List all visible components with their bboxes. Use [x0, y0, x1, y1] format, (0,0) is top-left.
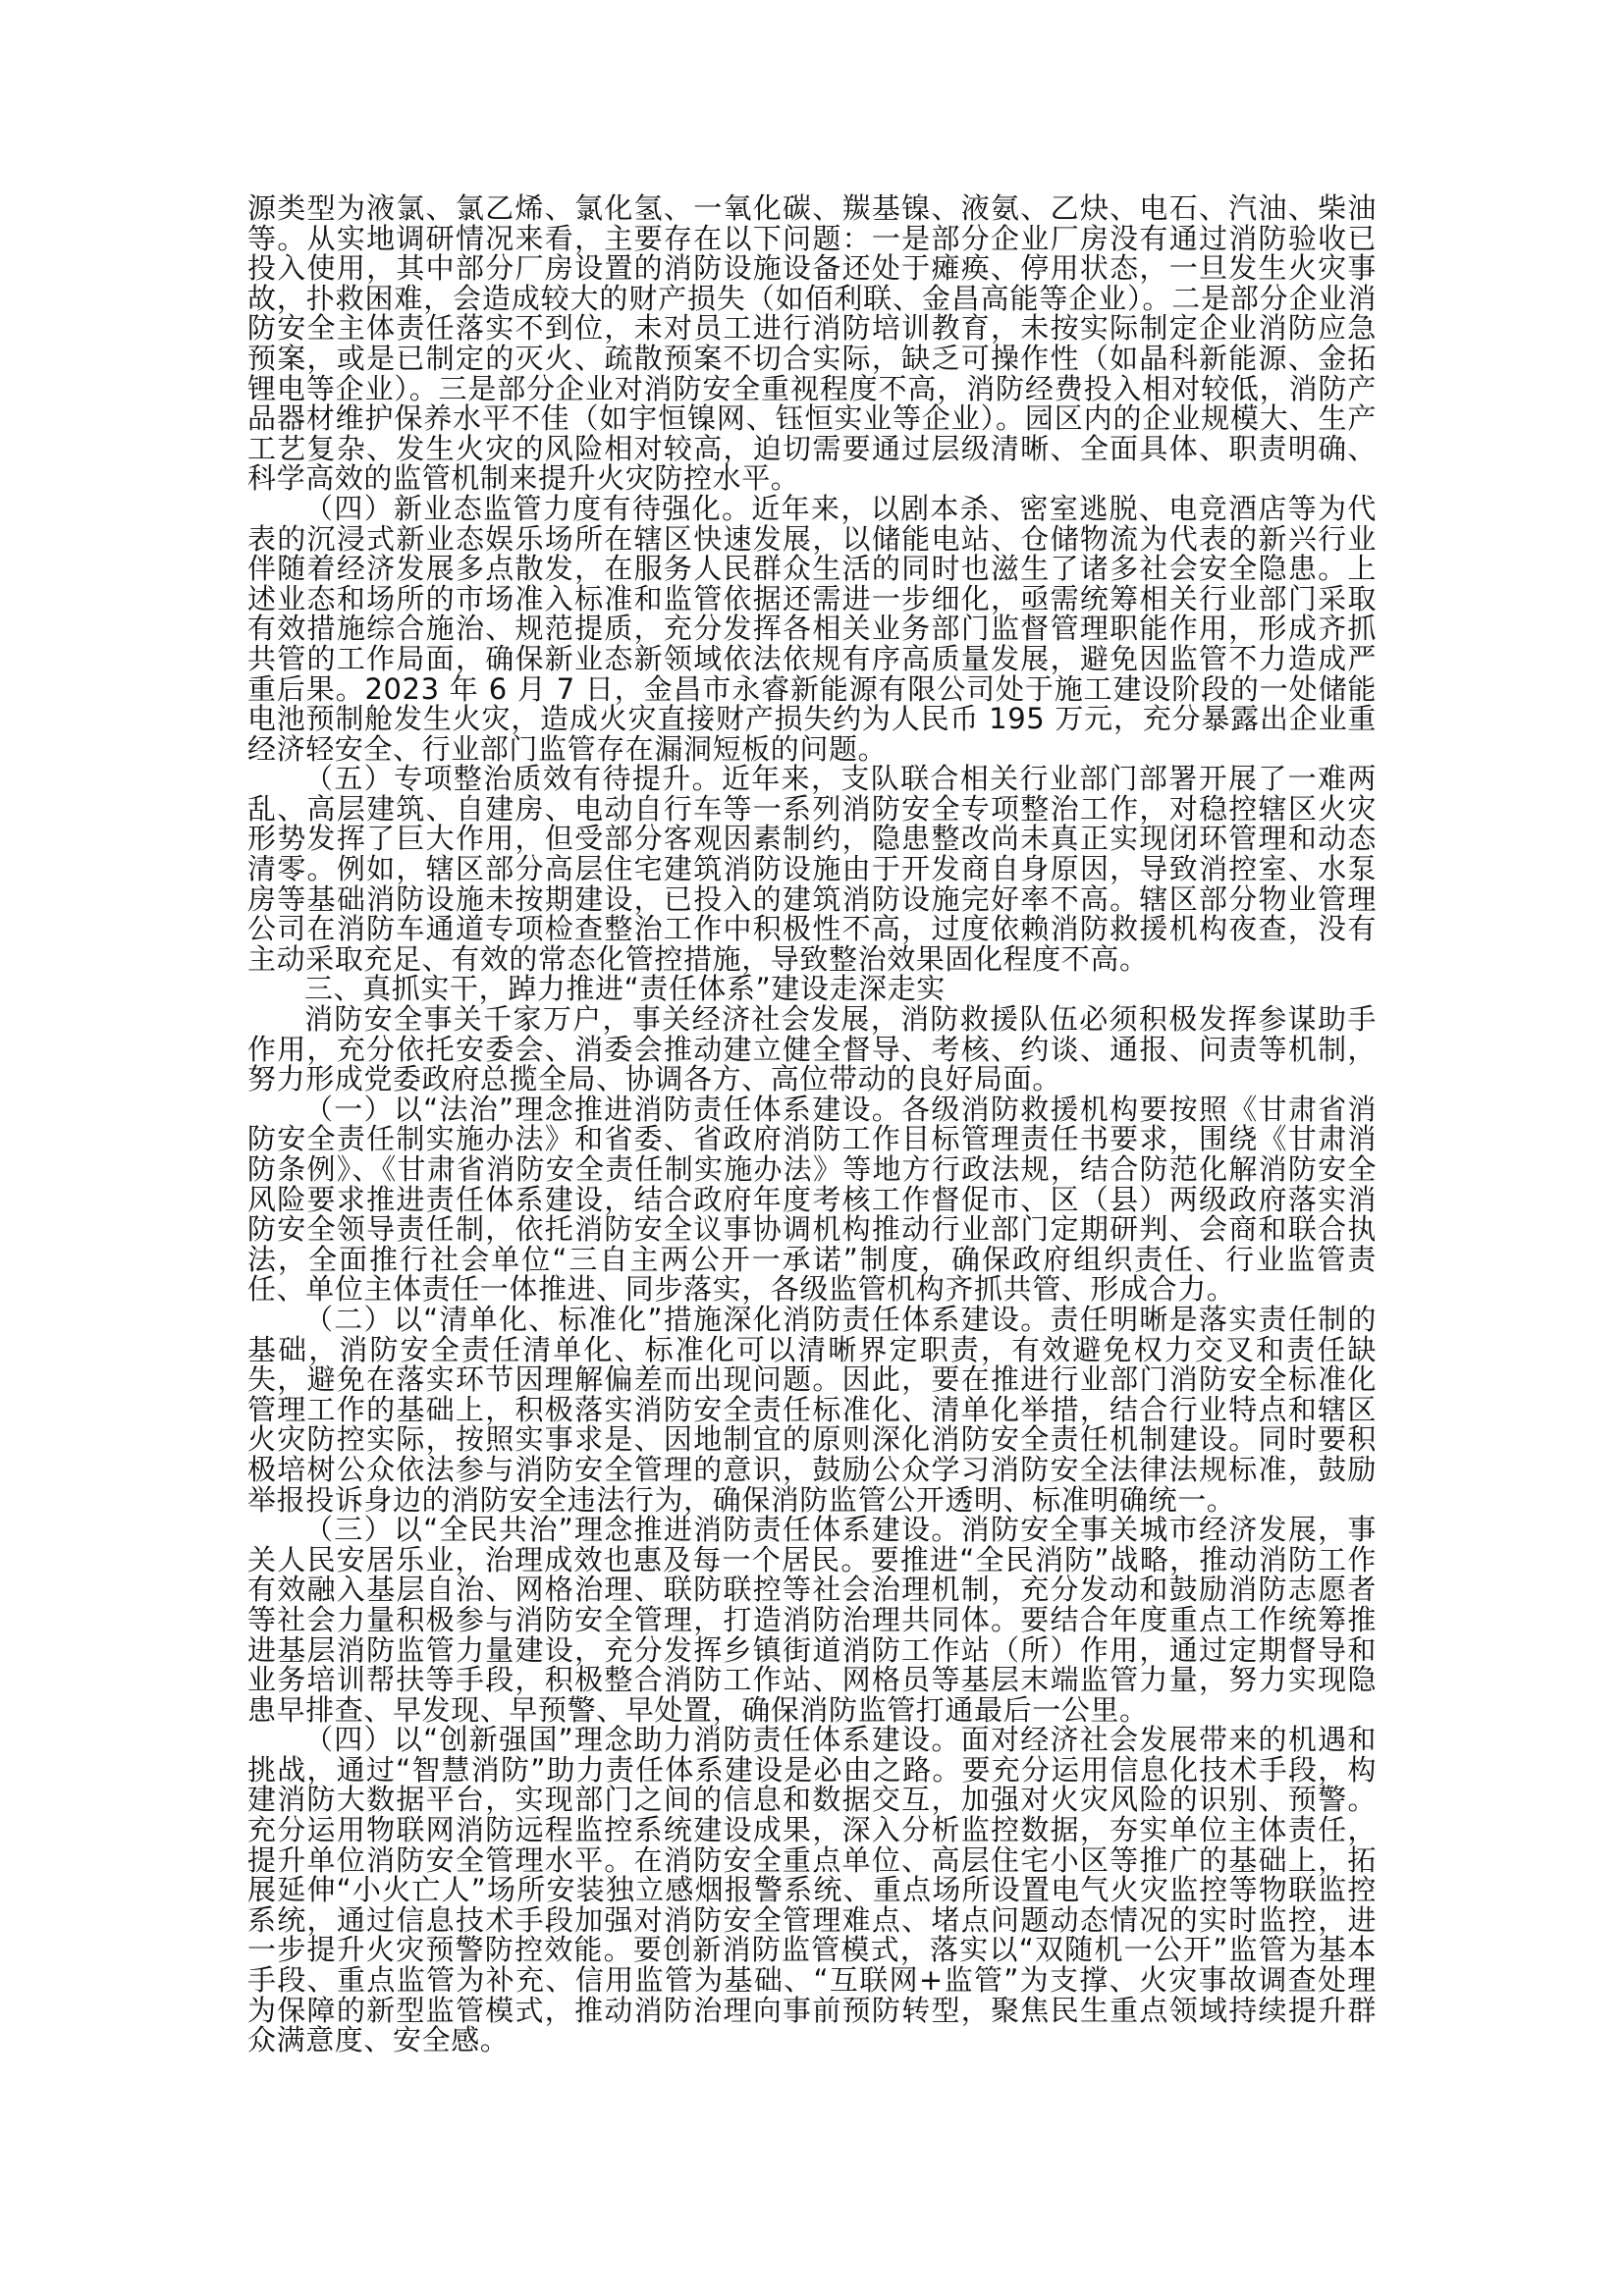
- paragraph-subsection-4-innovation: （四）以“创新强国”理念助力消防责任体系建设。面对经济社会发展带来的机遇和挑战，通过“智慧消防”助力责任体系建设是必由之路。要充分运用信息化技术手段，构建消防大数据平台，实现部门之间的信息和数据交互，加强对火灾风险的识别、预警。充分运用物联网消防远程监控系统建设成果，深入分析监控数据，夯实单位主体责任，提升单位消防安全管理水平。在消防安全重点单位、高层住宅小区等推广的基础上，拓展延伸“小火亡人”场所安装独立感烟报警系统、重点场所设置电气火灾监控等物联监控系统，通过信息技术手段加强对消防安全管理难点、堵点问题动态情况的实时监控，进一步提升火灾预警防控效能。要创新消防监管模式，落实以“双随机一公开”监管为基本手段、重点监管为补充、信用监管为基础、“互联网+监管”为支撑、火灾事故调查处理为保障的新型监管模式，推动消防治理向事前预防转型，聚焦民生重点领域持续提升群众满意度、安全感。: [247, 1723, 1377, 2057]
- section-heading-3-responsibility-system: 三、真抓实干，踔力推进“责任体系”建设走深走实: [304, 972, 946, 1006]
- paragraph-subsection-1-rule-of-law: （一）以“法治”理念推进消防责任体系建设。各级消防救援机构要按照《甘肃省消防安全责任制实施办法》和省委、省政府消防工作目标管理责任书要求，围绕《甘肃消防条例》、《甘肃省消防安全责任制实施办法》等地方行政法规，结合防范化解消防安全风险要求推进责任体系建设，结合政府年度考核工作督促市、区（县）两级政府落实消防安全领导责任制，依托消防安全议事协调机构推动行业部门定期研判、会商和联合执法，全面推行社会单位“三自主两公开一承诺”制度，确保政府组织责任、行业监管责任、单位主体责任一体推进、同步落实，各级监管机构齐抓共管、形成合力。: [247, 1092, 1377, 1307]
- document-page: [247, 193, 1377, 2056]
- paragraph-subsection-5-special-rectification: （五）专项整治质效有待提升。近年来，支队联合相关行业部门部署开展了一难两乱、高层建筑、自建房、电动自行车等一系列消防安全专项整治工作，对稳控辖区火灾形势发挥了巨大作用，但受部分客观因素制约，隐患整改尚未真正实现闭环管理和动态清零。例如，辖区部分高层住宅建筑消防设施由于开发商自身原因，导致消控室、水泵房等基础消防设施未按期建设，已投入的建筑消防设施完好率不高。辖区部分物业管理公司在消防车通道专项检查整治工作中积极性不高，过度依赖消防救援机构夜查，没有主动采取充足、有效的常态化管控措施，导致整治效果固化程度不高。: [247, 762, 1377, 976]
- paragraph-subsection-2-standardization: （二）以“清单化、标准化”措施深化消防责任体系建设。责任明晰是落实责任制的基础，消防安全责任清单化、标准化可以清晰界定职责，有效避免权力交叉和责任缺失，避免在落实环节因理解偏差而出现问题。因此，要在推进行业部门消防安全标准化管理工作的基础上，积极落实消防安全责任标准化、清单化举措，结合行业特点和辖区火灾防控实际，按照实事求是、因地制宜的原则深化消防安全责任机制建设。同时要积极培树公众依法参与消防安全管理的意识，鼓励公众学习消防安全法律法规标准，鼓励举报投诉身边的消防安全违法行为，确保消防监管公开透明、标准明确统一。: [247, 1302, 1377, 1517]
- paragraph-subsection-3-co-governance: （三）以“全民共治”理念推进消防责任体系建设。消防安全事关城市经济发展，事关人民安居乐业，治理成效也惠及每一个居民。要推进“全民消防”战略，推动消防工作有效融入基层自治、网格治理、联防联控等社会治理机制，充分发动和鼓励消防志愿者等社会力量积极参与消防安全管理，打造消防治理共同体。要结合年度重点工作统筹推进基层消防监管力量建设，充分发挥乡镇街道消防工作站（所）作用，通过定期督导和业务培训帮扶等手段，积极整合消防工作站、网格员等基层末端监管力量，努力实现隐患早排查、早发现、早预警、早处置，确保消防监管打通最后一公里。: [247, 1513, 1377, 1727]
- paragraph-continuation-industrial-park-issues: 源类型为液氯、氯乙烯、氯化氢、一氧化碳、羰基镍、液氨、乙炔、电石、汽油、柴油等。从实地调研情况来看，主要存在以下问题：一是部分企业厂房没有通过消防验收已投入使用，其中部分厂房设置的消防设施设备还处于瘫痪、停用状态，一旦发生火灾事故，扑救困难，会造成较大的财产损失（如佰利联、金昌高能等企业）。二是部分企业消防安全主体责任落实不到位，未对员工进行消防培训教育，未按实际制定企业消防应急预案，或是已制定的灭火、疏散预案不切合实际，缺乏可操作性（如晶科新能源、金拓锂电等企业）。三是部分企业对消防安全重视程度不高，消防经费投入相对较低，消防产品器材维护保养水平不佳（如宇恒镍网、钰恒实业等企业）。园区内的企业规模大、生产工艺复杂、发生火灾的风险相对较高，迫切需要通过层级清晰、全面具体、职责明确、科学高效的监管机制来提升火灾防控水平。: [247, 191, 1377, 496]
- paragraph-section-3-intro: 消防安全事关千家万户，事关经济社会发展，消防救援队伍必须积极发挥参谋助手作用，充分依托安委会、消委会推动建立健全督导、考核、约谈、通报、问责等机制，努力形成党委政府总揽全局、协调各方、高位带动的良好局面。: [247, 1002, 1377, 1096]
- paragraph-subsection-4-new-business-supervision: （四）新业态监管力度有待强化。近年来，以剧本杀、密室逃脱、电竞酒店等为代表的沉浸式新业态娱乐场所在辖区快速发展，以储能电站、仓储物流为代表的新兴行业伴随着经济发展多点散发，在服务人民群众生活的同时也滋生了诸多社会安全隐患。上述业态和场所的市场准入标准和监管依据还需进一步细化，亟需统筹相关行业部门采取有效措施综合施治、规范提质，充分发挥各相关业务部门监督管理职能作用，形成齐抓共管的工作局面，确保新业态新领域依法依规有序高质量发展，避免因监管不力造成严重后果。2023 年 6 月 7 日，金昌市永睿新能源有限公司处于施工建设阶段的一处储能电池预制舱发生火灾，造成火灾直接财产损失约为人民币 195 万元，充分暴露出企业重经济轻安全、行业部门监管存在漏洞短板的问题。: [247, 491, 1377, 766]
